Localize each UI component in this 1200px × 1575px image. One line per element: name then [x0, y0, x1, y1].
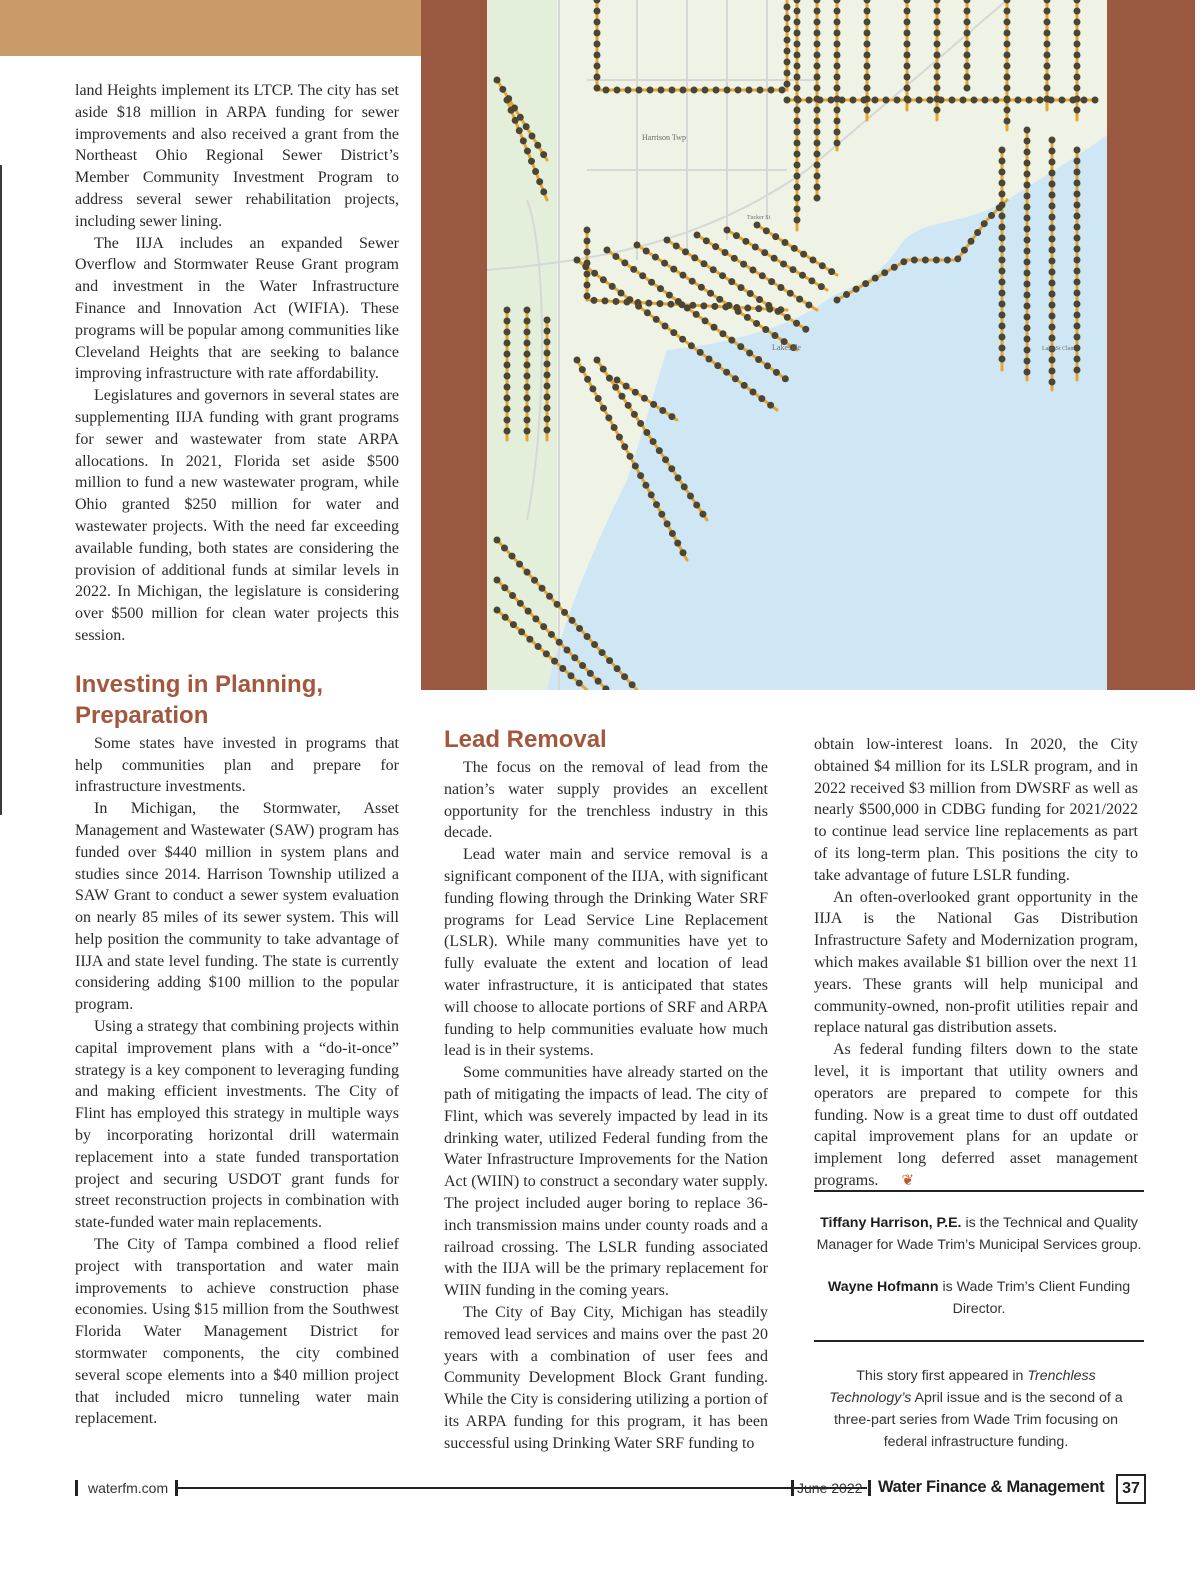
paragraph: The IIJA includes an expanded Sewer Overflow and Stormwater Reuse Grant program and investment in the Water Infrastructure Finance and Innovation Act (WIFIA). These programs will be popular among communities like Cleveland Heights that are seeking to balance improving infrastructure with rate affordability. — [75, 234, 399, 383]
lead-service-map — [487, 0, 1107, 690]
note-publication: Trenchless Technology’s — [829, 1368, 1096, 1406]
footer-rule — [177, 1487, 867, 1489]
article-column-right — [814, 734, 1138, 1193]
section-heading-planning: Investing in Planning, Preparation — [75, 670, 324, 729]
map-graphic — [487, 0, 1107, 690]
footer-bar — [75, 1480, 78, 1496]
author-bios — [814, 1190, 1144, 1342]
paragraph: Using a strategy that combining projects within capital improvement plans with a “do-it-once” strategy is a key component to leveraging funding and making efficient investments. The City of Flint has employed this strategy in multiple ways by incorporating horizontal drill watermain replacement into a state funded transportation project and securing USDOT grant funds for street reconstruction projects in combination with state-funded water main replacements. — [75, 1018, 399, 1232]
paragraph: obtain low-interest loans. In 2020, the City obtained $4 million for its LSLR program, and in 2022 received $3 million from DWSRF as well as nearly $500,000 in CDBG funding for 2021/2022 to continue lead service line replacements as part of its long-term plan. This positions the city to take advantage of future LSLR funding. — [814, 736, 1138, 884]
source-note — [814, 1365, 1138, 1453]
divider — [814, 1340, 1144, 1342]
paragraph-final — [814, 1039, 1138, 1193]
paragraph-text: As federal funding filters down to the state level, it is important that utility owners and operators are prepared to compete for this funding. Now is a great time to dust off outdated capital improvement plans for an update or implement long deferred asset management programs. — [814, 1041, 1138, 1189]
paragraph: The focus on the removal of lead from the nation’s water supply provides an excellent opportunity for the trenchless industry in this decade. — [444, 759, 768, 842]
section-heading-lead-removal: Lead Removal — [444, 726, 607, 753]
footer-magazine-title: Water Finance & Management — [878, 1478, 1105, 1496]
paragraph: In Michigan, the Stormwater, Asset Management and Wastewater (SAW) program has funded over $440 million in system plans and studies since 2014. Harrison Township utilized a SAW Grant to conduct a sewer system evaluation on nearly 85 miles of its sewer system. This will help position the community to take advantage of IIJA and state level funding. The state is currently considering adding $100 million to the popular program. — [75, 800, 399, 1014]
divider — [814, 1190, 1144, 1192]
note-suffix: April issue and is the second of a three-part series from Wade Trim focusing on federal infrastructure funding. — [833, 1390, 1123, 1450]
page-number: 37 — [1116, 1474, 1146, 1504]
author-description: is the Technical and Quality Manager for Wade Trim’s Municipal Services group. — [816, 1215, 1142, 1253]
leaf-icon: ❦ — [901, 1172, 915, 1189]
article-column-left — [75, 80, 399, 1430]
map-label-lakeside: Lakeside — [772, 343, 801, 352]
author-name: Tiffany Harrison, P.E. — [820, 1215, 962, 1231]
map-label-tucker: Tucker St — [747, 215, 771, 221]
paragraph: Lead water main and service removal is a significant component of the IIJA, with significant funding flowing through the Drinking Water SRF programs for Lead Service Line Replacement (LSLR). While many communities have yet to fully evaluate the extent and location of lead water infrastructure, it is anticipated that states will choose to allocate portions of SRF and ARPA funding to help communities evaluate how much lead is in their systems. — [444, 846, 768, 1060]
decorative-tan-block — [0, 0, 421, 56]
map-label-lake: Lake St Clair — [1042, 346, 1074, 352]
decorative-left-rule — [0, 165, 2, 815]
map-label-harrison: Harrison Twp — [642, 133, 686, 142]
author-name: Wayne Hofmann — [827, 1279, 939, 1295]
author-bio — [814, 1212, 1144, 1256]
page-footer — [75, 1474, 1145, 1504]
footer-bar — [868, 1480, 871, 1496]
paragraph: Some communities have already started on the path of mitigating the impacts of lead. The city of Flint, which was severely impacted by lead in its drinking water, utilized Federal funding from the Water Infrastructure Improvements for the Nation Act (WIIN) to construct a secondary water supply. The project included auger boring to replace 36-inch transmission mains under county roads and a railroad crossing. The LSLR funding associated with the IIJA will be the primary replacement for WIIN funding in the coming years. — [444, 1064, 768, 1300]
paragraph: Legislatures and governors in several states are supplementing IIJA funding with grant programs for sewer and wastewater from state ARPA allocations. In 2021, Florida set aside $500 million to fund a new wastewater program, while Ohio granted $250 million for water and wastewater projects. With the need far exceeding available funding, both states are considering the provision of additional funds at similar levels in 2022. In Michigan, the legislature is considering over $500 million for clean water projects this session. — [75, 387, 399, 644]
footer-website-link[interactable]: waterfm.com — [88, 1480, 169, 1496]
author-description: is Wade Trim’s Client Funding Director. — [938, 1279, 1131, 1317]
footer-bar — [791, 1480, 794, 1496]
paragraph: The City of Tampa combined a flood relief project with transportation and water main improvements to achieve construction phase economies. Using $15 million from the Southwest Florida Water Management District for stormwater components, the city combined several scope elements into a $40 million project that included micro tunneling water main replacement. — [75, 1236, 399, 1428]
paragraph: The City of Bay City, Michigan has steadily removed lead services and mains over the past 20 years with a combination of user fees and Community Development Block Grant funding. While the City is considering utilizing a portion of its ARPA funding for this program, it has been successful using Drinking Water SRF funding to — [444, 1303, 768, 1452]
paragraph: An often-overlooked grant opportunity in the IIJA is the National Gas Distribution Infrastructure Safety and Modernization program, which makes available $1 billion over the next 11 years. These grants will help municipal and community-owned, non-profit utilities repair and replace natural gas distribution assets. — [814, 888, 1138, 1037]
article-column-middle — [444, 724, 768, 1455]
paragraph: Some states have invested in programs that help communities plan and prepare for infrastructure investments. — [75, 734, 399, 796]
note-prefix: This story first appeared in — [856, 1368, 1028, 1384]
paragraph: land Heights implement its LTCP. The city has set aside $18 million in ARPA funding for sewer improvements and also received a grant from the Northeast Ohio Regional Sewer District’s Member Community Investment Program to address several sewer rehabilitation projects, including sewer lining. — [75, 82, 399, 230]
footer-issue-date: June 2022 — [797, 1480, 863, 1496]
author-bio — [814, 1276, 1144, 1320]
